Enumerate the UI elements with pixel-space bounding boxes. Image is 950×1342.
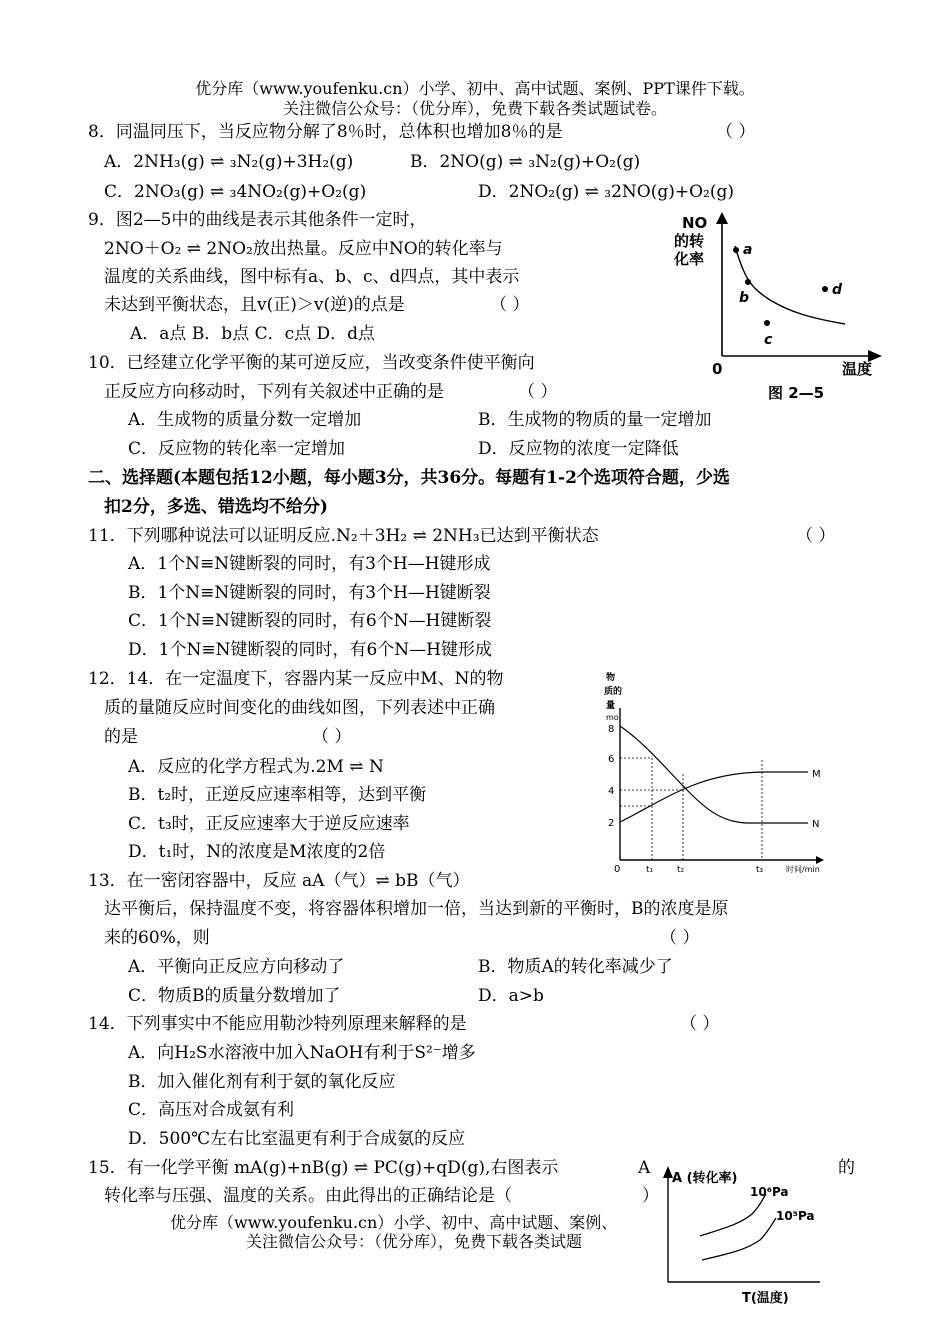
q12fig-ylabel-3: 量 xyxy=(606,701,616,711)
q12fig-ytick-2: 2 xyxy=(608,818,615,829)
q12-option-b: B．t₂时，正逆反应速率相等，达到平衡 xyxy=(128,785,427,805)
q12-line-3: 的是 xyxy=(104,727,138,747)
q9-line-2: 2NO＋O₂ ⇌ 2NO₂放出热量。反应中NO的转化率与 xyxy=(104,239,503,259)
footer-line-2: 关注微信公众号：（优分库），免费下载各类试题 xyxy=(246,1232,583,1251)
q12-bracket: （ ） xyxy=(312,727,352,747)
q12fig-origin: 0 xyxy=(614,864,621,875)
q15fig-curve-1e5 xyxy=(702,1218,776,1260)
q10-option-a: A．生成物的质量分数一定增加 xyxy=(128,410,362,430)
fig25-y-arrow xyxy=(716,212,728,224)
q8-option-c: C．2NO₃(g) ⇌ ₃4NO₂(g)+O₂(g) xyxy=(104,182,367,202)
q10-option-d: D．反应物的浓度一定降低 xyxy=(478,439,679,459)
q12-line-2: 质的量随反应时间变化的曲线如图，下列表述中正确 xyxy=(104,698,495,718)
q9-line-3: 温度的关系曲线，图中标有a、b、c、d四点，其中表示 xyxy=(104,267,520,287)
q11-option-b: B．1个N≡N键断裂的同时，有3个H—H键断裂 xyxy=(128,583,491,603)
q15-line-2-end: ） xyxy=(642,1186,659,1206)
fig25-ylabel-3: 化率 xyxy=(674,250,705,268)
fig25-ylabel-2: 的转 xyxy=(674,232,705,250)
q12fig-xtick-t1: t₁ xyxy=(646,865,654,875)
q12fig-xtick-t2: t₂ xyxy=(677,865,685,875)
header-line-2: 关注微信公众号：（优分库），免费下载各类试题试卷。 xyxy=(282,99,667,118)
figure-2-5 xyxy=(660,206,890,406)
q12fig-label-n: N xyxy=(812,819,820,830)
q13-bracket: （ ） xyxy=(660,928,700,948)
q14-option-d: D．500℃左右比室温更有利于合成氨的反应 xyxy=(128,1129,466,1149)
q9-bracket: （ ） xyxy=(490,295,530,315)
q8-bracket: （ ） xyxy=(716,122,756,142)
q15-line-1-a: A xyxy=(638,1158,651,1178)
q13-line-1: 13．在一密闭容器中，反应 aA（气）⇌ bB（气） xyxy=(88,871,470,891)
q14-stem: 14．下列事实中不能应用勒沙特列原理来解释的是 xyxy=(88,1014,467,1034)
section-2-note: 扣2分，多选、错选均不给分) xyxy=(104,497,328,517)
q8-option-d: D．2NO₂(g) ⇌ ₃2NO(g)+O₂(g) xyxy=(478,182,735,202)
fig25-point-b xyxy=(745,279,751,285)
q15-figure xyxy=(650,1158,850,1308)
section-2-heading: 二、选择题(本题包括12小题，每小题3分，共36分。每题有1-2个选项符合题，少选 xyxy=(88,468,730,488)
q12fig-xtick-t3: t₃ xyxy=(756,865,764,875)
q9-options: A．a点 B．b点 C．c点 D．d点 xyxy=(130,324,376,344)
q15fig-label-1e5: 10⁵Pa xyxy=(776,1209,815,1223)
fig25-origin: 0 xyxy=(712,360,723,378)
q15fig-curve-1e6 xyxy=(700,1194,766,1236)
q12fig-label-m: M xyxy=(812,769,821,780)
q12fig-unit: mol xyxy=(606,713,621,722)
fig25-point-d xyxy=(822,286,828,292)
footer-line-1: 优分库（www.youfenku.cn）小学、初中、高中试题、案例、 xyxy=(170,1213,618,1232)
q12fig-ytick-6: 6 xyxy=(608,754,615,765)
q13-option-a: A．平衡向正反应方向移动了 xyxy=(128,957,345,977)
q10-bracket: （ ） xyxy=(518,382,558,402)
q15fig-ylabel: A (转化率) xyxy=(672,1171,738,1186)
q15fig-xlabel: T(温度) xyxy=(742,1291,789,1306)
q12fig-ylabel-1: 物 xyxy=(606,673,616,683)
header-line-1: 优分库（www.youfenku.cn）小学、初中、高中试题、案例、PPT课件下载。 xyxy=(195,79,755,98)
q9-line-1: 9．图2—5中的曲线是表示其他条件一定时， xyxy=(88,210,427,230)
q11-stem: 11．下列哪种说法可以证明反应.N₂＋3H₂ ⇌ 2NH₃已达到平衡状态 xyxy=(88,526,599,546)
q15fig-label-1e6: 10⁶Pa xyxy=(750,1185,789,1199)
q12fig-curve-m xyxy=(620,772,808,822)
q13-option-d: D．a>b xyxy=(478,986,544,1006)
q13-option-c: C．物质B的质量分数增加了 xyxy=(128,986,341,1006)
q8-option-a: A．2NH₃(g) ⇌ ₃N₂(g)+3H₂(g) xyxy=(104,152,354,172)
q15-line-1: 15．有一化学平衡 mA(g)+nB(g) ⇌ PC(g)+qD(g),右图表示 xyxy=(88,1158,559,1178)
fig25-point-c xyxy=(764,320,770,326)
q11-option-a: A．1个N≡N键断裂的同时，有3个H—H键形成 xyxy=(128,554,491,574)
q10-line-2: 正反应方向移动时，下列有关叙述中正确的是 xyxy=(104,382,444,402)
q13-option-b: B．物质A的转化率减少了 xyxy=(478,957,673,977)
q12-line-1: 12．14．在一定温度下，容器内某一反应中M、N的物 xyxy=(88,669,504,689)
q11-option-d: D．1个N≡N键断裂的同时，有6个N—H键形成 xyxy=(128,640,492,660)
q12-option-c: C．t₃时，正反应速率大于逆反应速率 xyxy=(128,814,410,834)
q15-line-1-end: 的 xyxy=(838,1158,855,1178)
q12fig-curve-n xyxy=(620,726,808,823)
q12-option-d: D．t₁时，N的浓度是M浓度的2倍 xyxy=(128,842,386,862)
q14-option-a: A．向H₂S水溶液中加入NaOH有利于S²⁻增多 xyxy=(128,1043,476,1063)
q15-line-2: 转化率与压强、温度的关系。由此得出的正确结论是（ xyxy=(104,1186,512,1206)
q8-option-b: B．2NO(g) ⇌ ₃N₂(g)+O₂(g) xyxy=(410,152,641,172)
fig25-ylabel-1: NO xyxy=(682,214,708,232)
fig25-xlabel: 温度 xyxy=(842,360,873,378)
fig25-label-c: c xyxy=(764,332,773,348)
fig25-caption: 图 2—5 xyxy=(768,384,825,402)
q8-stem: 8．同温同压下，当反应物分解了8％时，总体积也增加8％的是 xyxy=(88,122,563,142)
q14-option-c: C．高压对合成氨有利 xyxy=(128,1100,295,1120)
q12fig-ytick-8: 8 xyxy=(608,724,615,735)
q13-line-3: 来的60%，则 xyxy=(104,928,210,948)
q14-option-b: B．加入催化剂有利于氨的氧化反应 xyxy=(128,1072,396,1092)
q12fig-x-arrow xyxy=(816,856,824,864)
q12fig-ylabel-2: 质的 xyxy=(604,687,623,697)
q11-bracket: （ ） xyxy=(796,526,836,546)
q10-option-c: C．反应物的转化率一定增加 xyxy=(128,439,346,459)
q12fig-xlabel: 时间/min xyxy=(786,865,820,874)
q12-figure xyxy=(596,664,846,876)
q11-option-c: C．1个N≡N键断裂的同时，有6个N—H键断裂 xyxy=(128,611,492,631)
fig25-label-a: a xyxy=(743,242,753,258)
fig25-point-a xyxy=(733,247,739,253)
q14-bracket: （ ） xyxy=(680,1014,720,1034)
fig25-label-d: d xyxy=(832,282,843,298)
q10-line-1: 10．已经建立化学平衡的某可逆反应，当改变条件使平衡向 xyxy=(88,353,535,373)
q12fig-ytick-4: 4 xyxy=(608,786,615,797)
fig25-label-b: b xyxy=(739,290,750,306)
q9-line-4: 未达到平衡状态，且v(正)＞v(逆)的点是 xyxy=(104,295,405,315)
q12-option-a: A．反应的化学方程式为.2M ⇌ N xyxy=(128,757,384,777)
q10-option-b: B．生成物的物质的量一定增加 xyxy=(478,410,712,430)
q13-line-2: 达平衡后，保持温度不变，将容器体积增加一倍，当达到新的平衡时，B的浓度是原 xyxy=(104,899,729,919)
